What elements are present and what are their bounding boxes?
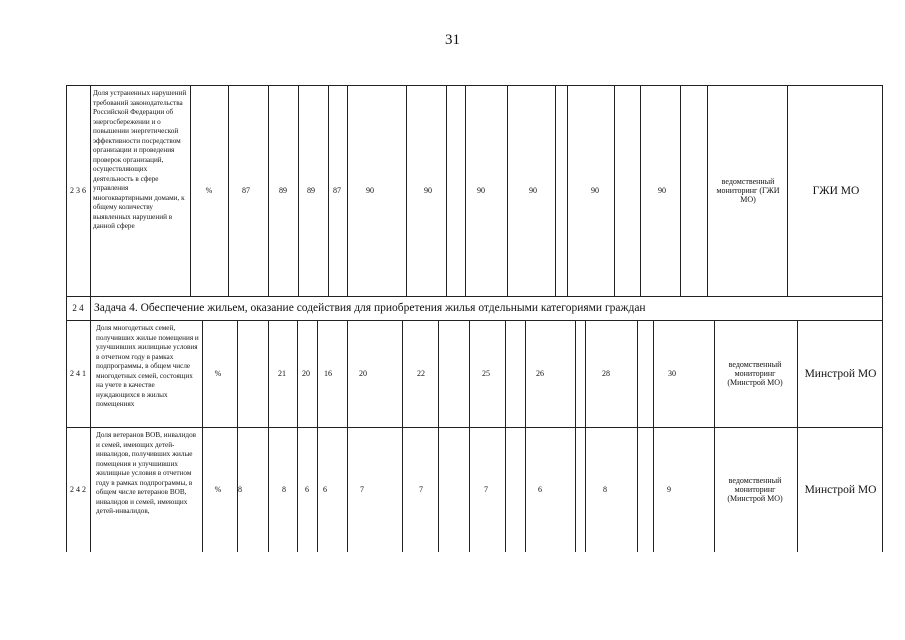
column-rule: [507, 85, 508, 296]
value-cell: 7: [419, 485, 423, 494]
row-number: 2 4 1: [70, 369, 86, 378]
value-cell: 28: [602, 369, 610, 378]
value-cell: 25: [482, 369, 490, 378]
unit-cell: %: [205, 186, 213, 195]
source-cell: ведомственный мониторинг (ГЖИ МО): [716, 177, 780, 204]
value-cell: 87: [242, 186, 250, 195]
value-cell: 30: [668, 369, 676, 378]
column-rule: [90, 85, 91, 296]
column-rule: [585, 320, 586, 552]
column-rule: [640, 85, 641, 296]
unit-cell: %: [214, 485, 222, 494]
value-cell: 90: [591, 186, 599, 195]
unit-cell: %: [214, 369, 222, 378]
column-rule: [406, 85, 407, 296]
value-cell: 90: [477, 186, 485, 195]
row-number: 2 4: [72, 303, 84, 313]
column-rule: [268, 320, 269, 552]
value-cell: 7: [484, 485, 488, 494]
value-cell: 90: [366, 186, 374, 195]
column-rule: [228, 85, 229, 296]
value-cell: 20: [359, 369, 367, 378]
source-cell: ведомственный мониторинг (Минстрой МО): [727, 360, 783, 387]
value-cell: 90: [529, 186, 537, 195]
column-rule: [469, 320, 470, 552]
column-rule: [446, 85, 447, 296]
indicator-description: Доля ветеранов ВОВ, инвалидов и семей, имеющих детей-инвалидов, получивших жилые помещения и улучшивших жилищные условия в отчетном году в рамках подпрограммы, в общем числе ветеранов ВОВ, инвалидов и семей, имеющих детей-инвалидов,: [96, 431, 197, 515]
responsible-cell: Минстрой МО: [804, 483, 877, 496]
column-rule: [707, 85, 708, 296]
value-cell: 90: [424, 186, 432, 195]
column-rule: [402, 320, 403, 552]
column-rule: [680, 85, 681, 296]
value-cell: 7: [360, 485, 364, 494]
column-rule: [525, 320, 526, 552]
value-cell: 6: [538, 485, 542, 494]
column-rule: [797, 320, 798, 552]
column-rule: [202, 320, 203, 552]
value-cell: 8: [282, 485, 286, 494]
column-rule: [465, 85, 466, 296]
value-cell: 6: [305, 485, 309, 494]
source-cell: ведомственный мониторинг (Минстрой МО): [727, 476, 783, 503]
column-rule: [567, 85, 568, 296]
task-heading: Задача 4. Обеспечение жильем, оказание содействия для приобретения жилья отдельными категориями граждан: [94, 302, 646, 314]
column-rule: [637, 320, 638, 552]
value-cell: 8: [238, 485, 242, 494]
column-rule: [268, 85, 269, 296]
column-rule: [90, 320, 91, 552]
value-cell: 26: [536, 369, 544, 378]
column-rule: [653, 320, 654, 552]
column-rule: [787, 85, 788, 296]
column-rule: [438, 320, 439, 552]
value-cell: 90: [658, 186, 666, 195]
table-right-border: [882, 85, 883, 552]
column-rule: [505, 320, 506, 552]
value-cell: 9: [667, 485, 671, 494]
value-cell: 87: [333, 186, 341, 195]
column-rule: [90, 296, 91, 320]
row-number: 2 4 2: [70, 485, 86, 494]
indicator-description: Доля многодетных семей, получивших жилые помещения и улучшивших жилищные условия в отчетном году в рамках подпрограммы, в общем числе многодетных семей, состоящих на учете в качестве нуждающихся в жилых помещениях: [96, 324, 199, 408]
value-cell: [234, 320, 258, 427]
column-rule: [555, 85, 556, 296]
value-cell: 21: [278, 369, 286, 378]
column-rule: [714, 320, 715, 552]
value-cell: 16: [324, 369, 332, 378]
column-rule: [190, 85, 191, 296]
value-cell: 22: [417, 369, 425, 378]
column-rule: [614, 85, 615, 296]
responsible-cell: Минстрой МО: [804, 367, 877, 380]
value-cell: 89: [279, 186, 287, 195]
value-cell: 89: [307, 186, 315, 195]
indicator-description: Доля устраненных нарушений требований законодательства Российской Федерации об энергосбережении и о повышении энергетической эффективности посредством организации и проведения проверок организаций, осуществляющих деятельность в сфере управления многоквартирными домами, к общему количеству выявленных нарушений в данной сфере: [93, 89, 187, 230]
value-cell: 6: [323, 485, 327, 494]
row-number: 2 3 6: [70, 186, 86, 195]
value-cell: 20: [302, 369, 310, 378]
column-rule: [347, 320, 348, 552]
page-number: 31: [445, 32, 460, 48]
value-cell: 8: [603, 485, 607, 494]
column-rule: [575, 320, 576, 552]
responsible-cell: ГЖИ МО: [812, 184, 860, 197]
